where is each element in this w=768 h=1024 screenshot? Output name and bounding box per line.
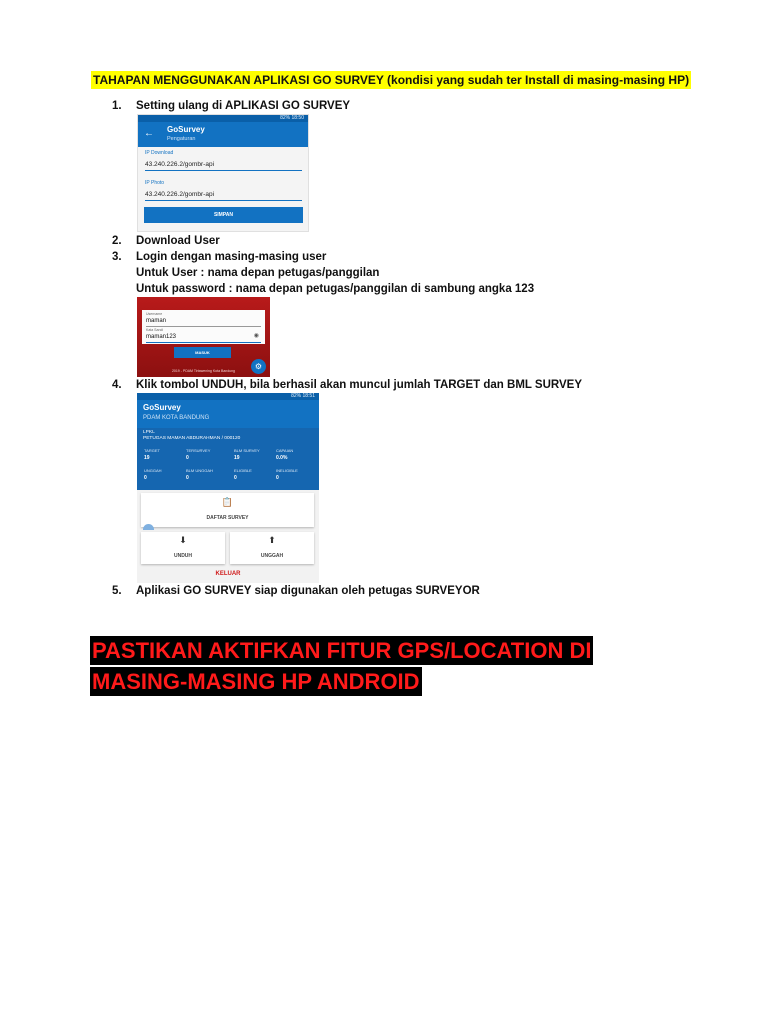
app-subtitle: Pengaturan — [167, 136, 196, 142]
app-title: GoSurvey — [143, 403, 181, 412]
stat-value: 0 — [186, 475, 189, 481]
survey-list-label: DAFTAR SURVEY — [206, 515, 249, 521]
step-4 — [112, 377, 582, 393]
gear-icon[interactable]: ⚙ — [251, 359, 266, 374]
stat-value: 19 — [144, 455, 150, 461]
stat-label: TARGET — [144, 448, 160, 453]
floating-indicator — [143, 524, 154, 530]
logout-button[interactable]: KELUAR — [215, 571, 241, 577]
ip-download-field[interactable]: 43.240.226.2/gombr-api — [145, 159, 302, 171]
login-screenshot — [137, 297, 270, 377]
stat-label: UNGGAH — [144, 468, 162, 473]
stat-value: 0 — [186, 455, 189, 461]
status-bar: 82% 18:50 — [138, 115, 308, 122]
step-text: Aplikasi GO SURVEY siap digunakan oleh petugas SURVEYOR — [136, 585, 480, 597]
step-1 — [112, 98, 350, 114]
home-screenshot — [137, 393, 319, 583]
step-number: 3. — [112, 251, 122, 263]
stat-value: 0.0% — [276, 455, 288, 461]
login-card — [142, 310, 265, 344]
step-2 — [112, 233, 220, 249]
arrow-left-icon[interactable]: ← — [144, 128, 154, 139]
stat-label: ELIGIBLE — [234, 468, 252, 473]
step-3 — [112, 249, 326, 265]
stat-value: 0 — [144, 475, 147, 481]
org-name: PDAM KOTA BANDUNG — [143, 415, 210, 421]
officer-name: PETUGAS MAMAN ABDURAHMAN / 000120 — [143, 436, 241, 441]
survey-list-button[interactable] — [141, 493, 314, 527]
username-label: Username — [146, 312, 163, 316]
username-field[interactable]: maman — [146, 318, 167, 324]
step-text: Klik tombol UNDUH, bila berhasil akan muncul jumlah TARGET dan BML SURVEY — [136, 379, 583, 391]
password-instruction: Untuk password : nama depan petugas/panggilan di sambung angka 123 — [136, 283, 535, 295]
stat-label: INELIGIBLE — [276, 468, 298, 473]
step-number: 1. — [112, 100, 122, 112]
step-text: Setting ulang di APLIKASI GO SURVEY — [136, 100, 351, 112]
step-text: Download User — [136, 235, 220, 247]
login-button[interactable]: MASUK — [174, 347, 231, 358]
ip-photo-field[interactable]: 43.240.226.2/gombr-api — [145, 189, 302, 201]
step-text: Login dengan masing-masing user — [136, 251, 327, 263]
stats-panel — [137, 428, 319, 490]
gps-warning-line-2: MASING-MASING HP ANDROID — [92, 669, 420, 694]
ip-download-label: IP Download — [145, 150, 174, 156]
stat-value: 0 — [276, 475, 279, 481]
eye-icon[interactable]: ◉ — [253, 333, 259, 339]
stat-label: BLM UNGGAH — [186, 468, 213, 473]
settings-screenshot — [137, 114, 309, 232]
ip-photo-label: IP Photo — [145, 180, 165, 186]
download-button[interactable] — [141, 532, 225, 564]
password-label: Kata Sandi — [146, 328, 164, 332]
download-icon: ⬇ — [179, 535, 187, 545]
app-bar — [138, 122, 308, 147]
upload-icon: ⬆ — [268, 535, 276, 545]
divider — [146, 326, 261, 327]
clipboard-icon: 📋 — [221, 497, 234, 507]
upload-label: UNGGAH — [260, 553, 284, 559]
stat-value: 19 — [234, 455, 240, 461]
status-bar: 82% 18:51 — [137, 393, 319, 400]
app-header — [137, 400, 319, 428]
app-title: GoSurvey — [167, 125, 205, 134]
download-label: UNDUH — [173, 553, 193, 559]
step-number: 5. — [112, 585, 122, 597]
upload-button[interactable] — [230, 532, 314, 564]
footer-text: 2019 - PDAM Tirtawening Kota Bandung — [171, 369, 236, 373]
save-button[interactable]: SIMPAN — [144, 207, 303, 223]
gps-warning-line-1: PASTIKAN AKTIFKAN FITUR GPS/LOCATION DI — [92, 638, 592, 663]
stat-value: 0 — [234, 475, 237, 481]
step-number: 4. — [112, 379, 122, 391]
user-instruction: Untuk User : nama depan petugas/panggilan — [136, 267, 380, 279]
stat-label: BLM SURVEY — [234, 448, 260, 453]
step-number: 2. — [112, 235, 122, 247]
stat-label: CAPAIAN — [276, 448, 294, 453]
password-field[interactable]: maman123 — [146, 334, 177, 340]
stat-label: TERSURVEY — [186, 448, 211, 453]
divider — [146, 342, 261, 343]
page-title: TAHAPAN MENGGUNAKAN APLIKASI GO SURVEY (kondisi yang sudah ter Install di masing-masing HP) — [93, 73, 690, 87]
step-5 — [112, 583, 480, 599]
lpkl-label: LPKL — [143, 430, 155, 435]
